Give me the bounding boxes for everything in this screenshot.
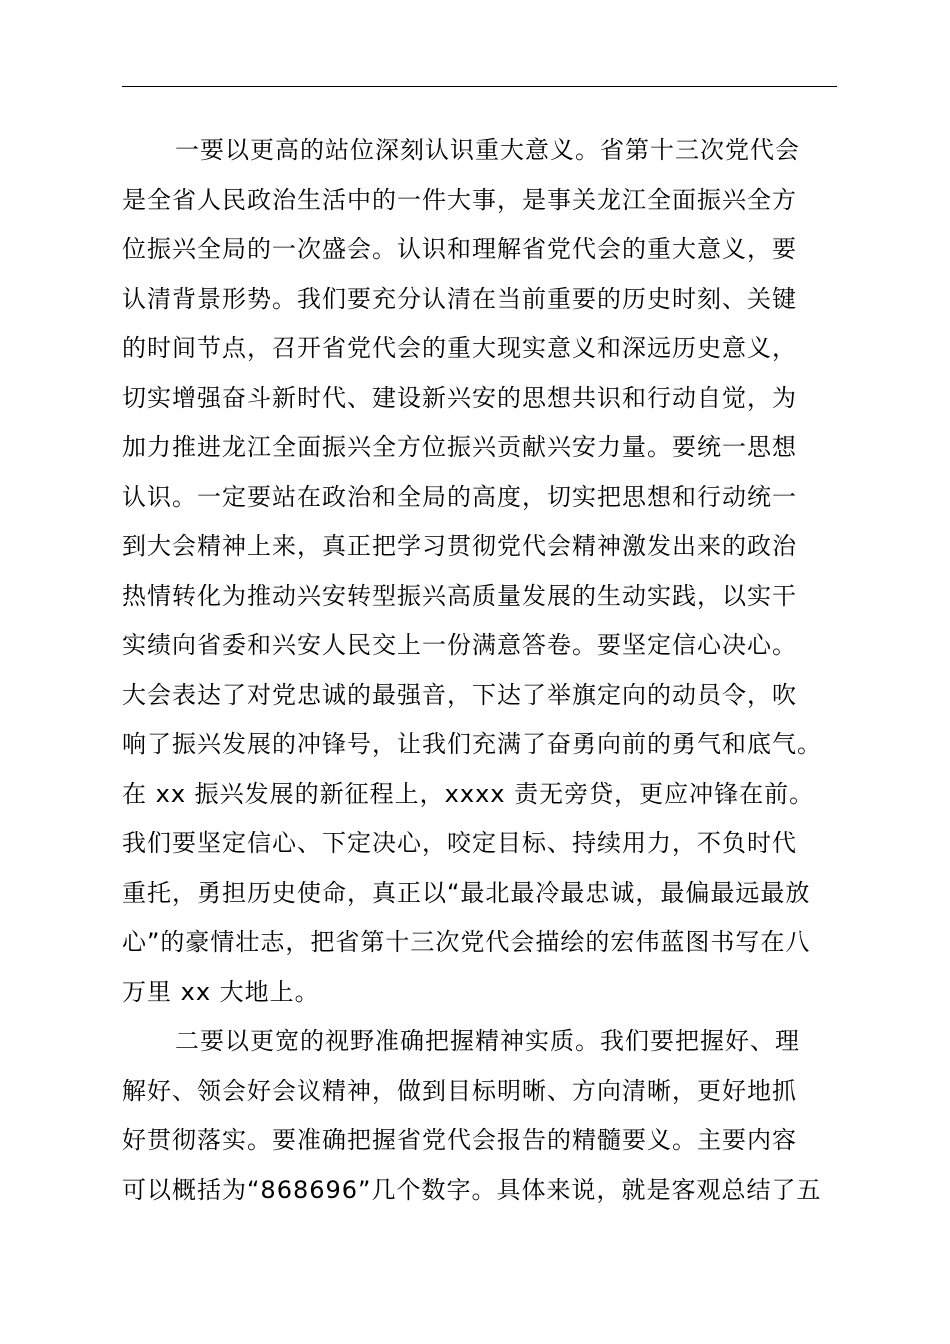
paragraph-line: 二要以更宽的视野准确把握精神实质。我们要把握好、理 xyxy=(175,1027,800,1055)
paragraph-line: 万里 xx 大地上。 xyxy=(122,977,320,1006)
paragraph-line: 认识。一定要站在政治和全局的高度，切实把思想和行动统一 xyxy=(122,482,797,511)
paragraph-line: 实绩向省委和兴安人民交上一份满意答卷。要坚定信心决心。 xyxy=(122,631,797,659)
paragraph-line: 大会表达了对党忠诚的最强音，下达了举旗定向的动员令，吹 xyxy=(122,680,797,709)
paragraph-line: 在 xx 振兴发展的新征程上，xxxx 责无旁贷，更应冲锋在前。 xyxy=(122,779,815,808)
paragraph-line: 一要以更高的站位深刻认识重大意义。省第十三次党代会 xyxy=(175,136,800,164)
document-body xyxy=(122,126,862,1215)
paragraph-line: 加力推进龙江全面振兴全方位振兴贡献兴安力量。要统一思想 xyxy=(122,433,797,461)
paragraph-line: 认清背景形势。我们要充分认清在当前重要的历史时刻、关键 xyxy=(122,284,797,313)
paragraph-1 xyxy=(122,126,862,1017)
paragraph-line: 热情转化为推动兴安转型振兴高质量发展的生动实践，以实干 xyxy=(122,581,797,610)
paragraph-line: 到大会精神上来，真正把学习贯彻党代会精神激发出来的政治 xyxy=(122,532,797,560)
paragraph-2 xyxy=(122,1017,862,1215)
paragraph-line: 我们要坚定信心、下定决心，咬定目标、持续用力，不负时代 xyxy=(122,829,797,857)
paragraph-line: 的时间节点，召开省党代会的重大现实意义和深远历史意义， xyxy=(122,334,797,362)
paragraph-line: 好贯彻落实。要准确把握省党代会报告的精髓要义。主要内容 xyxy=(122,1126,797,1154)
paragraph-line: 可以概括为“868696”几个数字。具体来说，就是客观总结了五 xyxy=(122,1175,822,1204)
paragraph-line: 响了振兴发展的冲锋号，让我们充满了奋勇向前的勇气和底气。 xyxy=(122,730,822,758)
paragraph-line: 重托，勇担历史使命，真正以“最北最冷最忠诚，最偏最远最放 xyxy=(122,878,811,907)
header-rule xyxy=(122,86,837,87)
paragraph-line: 是全省人民政治生活中的一件大事，是事关龙江全面振兴全方 xyxy=(122,185,797,214)
paragraph-line: 位振兴全局的一次盛会。认识和理解省党代会的重大意义，要 xyxy=(122,235,797,263)
paragraph-line: 解好、领会好会议精神，做到目标明晰、方向清晰，更好地抓 xyxy=(122,1076,797,1105)
paragraph-line: 心”的豪情壮志，把省第十三次党代会描绘的宏伟蓝图书写在八 xyxy=(122,928,811,956)
paragraph-line: 切实增强奋斗新时代、建设新兴安的思想共识和行动自觉，为 xyxy=(122,383,797,412)
